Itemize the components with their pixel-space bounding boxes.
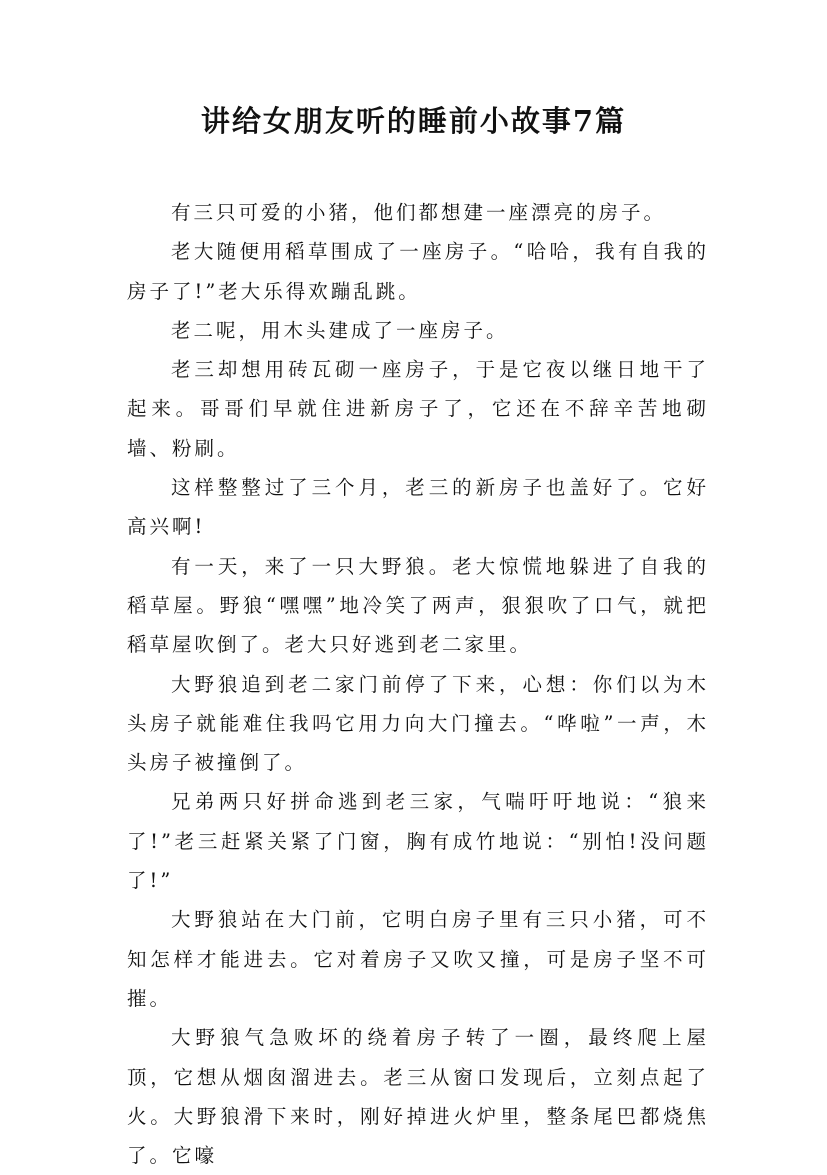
paragraph: 有三只可爱的小猪，他们都想建一座漂亮的房子。 [171, 201, 667, 224]
document-body [127, 193, 709, 1175]
paragraph: 大野狼气急败坏的绕着房子转了一圈，最终爬上屋顶，它想从烟囱溜进去。老三从窗口发现后，立刻点起了火。大野狼滑下来时，刚好掉进火炉里，整条尾巴都烧焦了。它嚎 [127, 1026, 709, 1168]
paragraph: 大野狼追到老二家门前停了下来，心想：你们以为木头房子就能难住我吗它用力向大门撞去。“哗啦”一声，木头房子被撞倒了。 [127, 672, 709, 775]
document-title: 讲给女朋友听的睡前小故事7篇 [200, 104, 627, 138]
paragraph: 老三却想用砖瓦砌一座房子，于是它夜以继日地干了起来。哥哥们早就住进新房子了，它还在不辞辛苦地砌墙、粉刷。 [127, 358, 709, 460]
paragraph: 有一天，来了一只大野狼。老大惊慌地躲进了自我的稻草屋。野狼“嘿嘿”地冷笑了两声，狠狠吹了口气，就把稻草屋吹倒了。老大只好逃到老二家里。 [127, 554, 709, 657]
paragraph: 大野狼站在大门前，它明白房子里有三只小猪，可不知怎样才能进去。它对着房子又吹又撞，可是房子坚不可摧。 [127, 908, 709, 1010]
paragraph: 老二呢，用木头建成了一座房子。 [171, 318, 509, 342]
paragraph: 这样整整过了三个月，老三的新房子也盖好了。它好高兴啊! [127, 476, 709, 539]
paragraph: 老大随便用稻草围成了一座房子。“哈哈，我有自我的房子了!”老大乐得欢蹦乱跳。 [127, 240, 709, 303]
paragraph: 兄弟两只好拼命逃到老三家，气喘吁吁地说：“狼来了!”老三赶紧关紧了门窗，胸有成竹地说：“别怕!没问题了!” [127, 790, 709, 893]
